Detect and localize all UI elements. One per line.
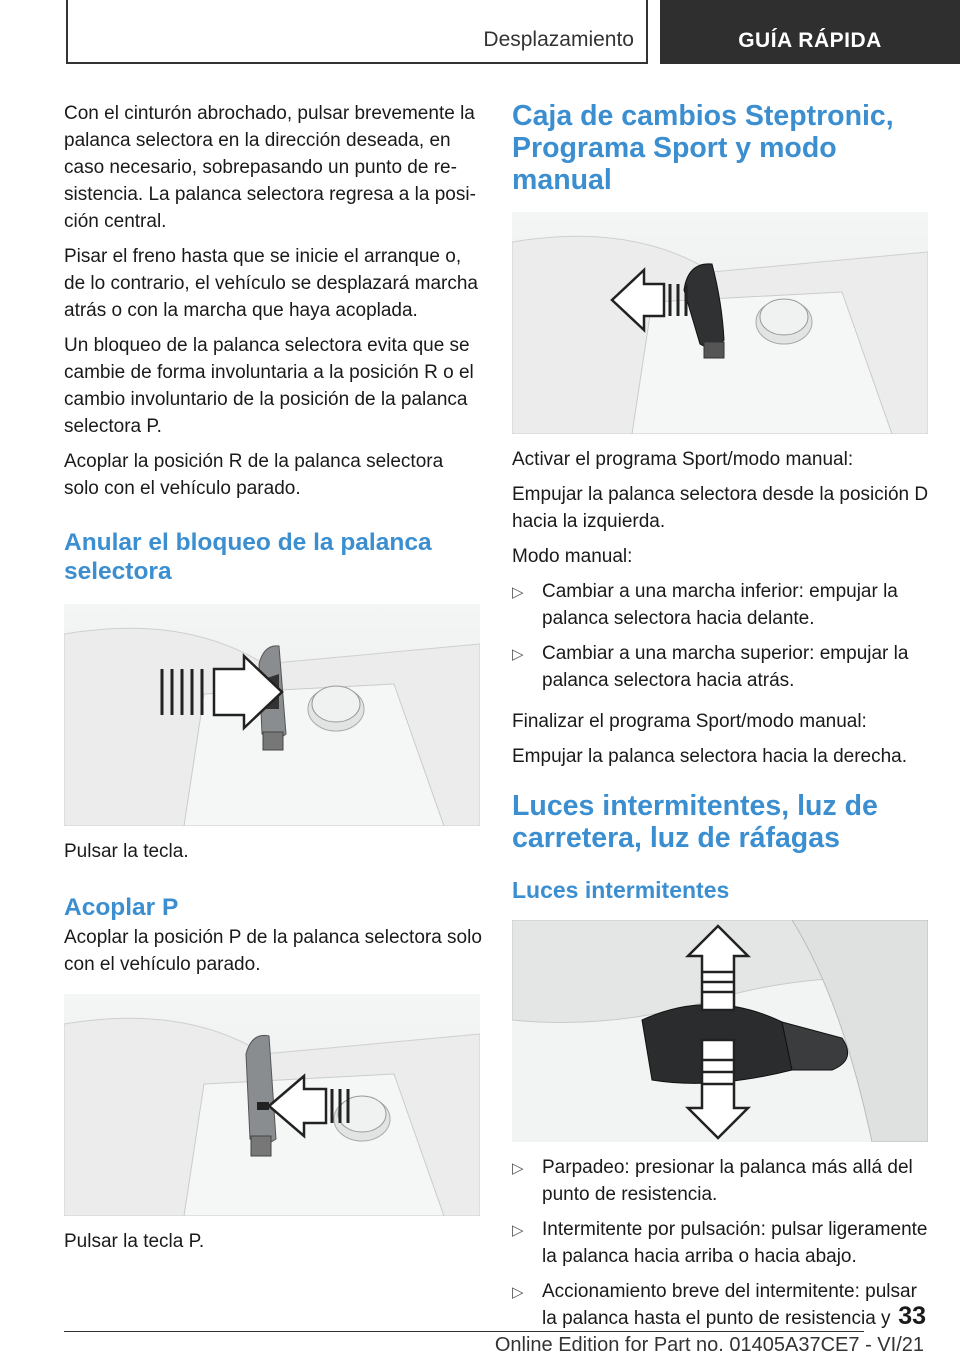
list-item	[512, 1278, 930, 1332]
caption-unlock: Pulsar la tecla.	[64, 841, 189, 862]
triangle-bullet-icon: ▷	[512, 1222, 524, 1239]
list-item-text: Intermitente por pulsación: pulsar ligeramente la palanca hacia arriba o hacia abajo.	[542, 1219, 928, 1267]
list-item-text: Accionamiento breve del intermitente: pulsar la palanca hasta el punto de resistencia y	[542, 1281, 917, 1329]
paragraph: Empujar la palanca selectora hacia la derecha.	[512, 746, 908, 767]
header-chapter-tab: GUÍA RÁPIDA	[660, 0, 960, 64]
list-item	[512, 1216, 930, 1270]
heading-turn-signals: Luces intermitentes	[512, 877, 730, 903]
footer-divider	[64, 1331, 864, 1332]
triangle-bullet-icon: ▷	[512, 584, 524, 601]
list-item	[512, 1154, 930, 1208]
paragraph: Empujar la palanca selectora desde la posición D hacia la izquierda.	[512, 484, 929, 532]
manual-mode-list	[512, 578, 930, 694]
paragraph: Un bloqueo de la palanca selectora evita que se cambie de forma involuntaria a la posición R o el cambio involuntario de la posición de la palanca selectora P.	[64, 335, 474, 437]
paragraph: Pisar el freno hasta que se inicie el arranque o, de lo contrario, el vehículo se desplazará marcha atrás o con la marcha que haya acoplada.	[64, 246, 479, 321]
heading-park: Acoplar P	[64, 894, 179, 921]
triangle-bullet-icon: ▷	[512, 646, 524, 663]
right-column	[512, 100, 930, 1340]
illustration-turn-signal-lever	[512, 920, 928, 1142]
heading-steptronic: Caja de cambios Steptronic, Programa Sport y modo manual	[512, 100, 894, 196]
list-item	[512, 640, 930, 694]
heading-lights: Luces intermitentes, luz de carretera, luz de ráfagas	[512, 790, 878, 854]
paragraph: Con el cinturón abrochado, pulsar brevemente la palanca selectora en la dirección deseada, en caso necesario, sobrepasando un punto de resistencia. La palanca selectora regresa a la posición central.	[64, 103, 476, 232]
list-item-text: Cambiar a una marcha superior: empujar la palanca selectora hacia atrás.	[542, 643, 909, 691]
list-item-text: Cambiar a una marcha inferior: empujar la palanca selectora hacia delante.	[542, 581, 898, 629]
turn-signal-list	[512, 1154, 930, 1332]
illustration-sport-mode	[512, 212, 928, 434]
list-item-text: Parpadeo: presionar la palanca más allá del punto de resistencia.	[542, 1157, 913, 1205]
caption-park: Pulsar la tecla P.	[64, 1231, 205, 1252]
list-item	[512, 578, 930, 632]
paragraph: Activar el programa Sport/modo manual:	[512, 449, 854, 470]
triangle-bullet-icon: ▷	[512, 1284, 524, 1301]
triangle-bullet-icon: ▷	[512, 1160, 524, 1177]
illustration-park-button	[64, 994, 480, 1216]
left-column	[64, 100, 482, 1263]
paragraph: Acoplar la posición P de la palanca selectora solo con el vehículo parado.	[64, 927, 482, 975]
paragraph: Acoplar la posición R de la palanca selectora solo con el vehículo parado.	[64, 451, 444, 499]
heading-unlock: Anular el bloqueo de la palanca selectora	[64, 529, 432, 585]
page-number: 33	[898, 1302, 926, 1330]
header-section-title: Desplazamiento	[483, 28, 634, 51]
edition-note: Online Edition for Part no. 01405A37CE7 - VI/21	[494, 1334, 924, 1356]
paragraph: Finalizar el programa Sport/modo manual:	[512, 711, 867, 732]
illustration-selector-unlock	[64, 604, 480, 826]
header-section-box	[66, 0, 648, 64]
paragraph: Modo manual:	[512, 546, 633, 567]
